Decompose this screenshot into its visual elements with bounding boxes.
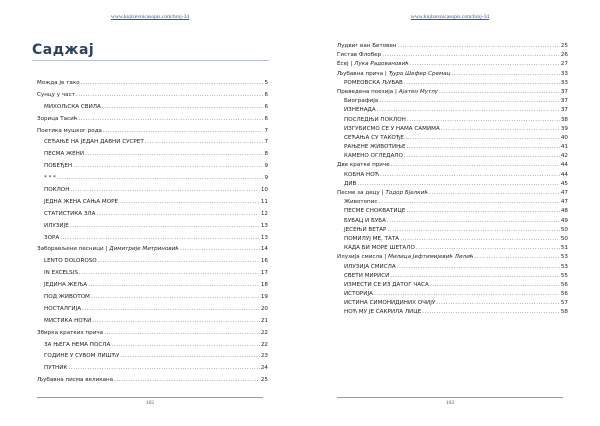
toc-entry-title: БУБАЦ И БУБА [344, 217, 386, 224]
dot-leader [57, 175, 263, 181]
toc-entry-page: 41 [560, 144, 568, 151]
toc-entry-title: ИЗГУБИСМО СЕ У НАМА САМИМА [344, 125, 440, 132]
dot-leader [452, 71, 560, 77]
dot-leader [88, 282, 260, 288]
dot-leader [357, 181, 559, 187]
toc-entry-page: 53 [560, 263, 568, 270]
toc-entry-title: Поетика мушког рода [37, 127, 102, 134]
toc-entry-page: 7 [264, 139, 268, 146]
toc-entry-page: 39 [560, 125, 568, 132]
toc-entry-title: ИЛУЗИЈЕ [44, 222, 69, 229]
dot-leader [400, 236, 560, 242]
toc-entry-title: Збирка кратких прича [37, 329, 104, 336]
toc-entry-title: Есеј | [337, 61, 353, 68]
toc-entry-author: Тодор Бјелкић [385, 190, 428, 196]
title-divider [32, 60, 269, 61]
toc-entry-title: ИЗНЕНАДА [344, 107, 376, 114]
toc-entry-title: СТАТИСТИКА ЗЛА [44, 210, 96, 217]
dot-leader [397, 264, 560, 270]
toc-entry-page: 9 [264, 163, 268, 170]
toc-entry-author: Милица Јефтимијевић Лилић [388, 254, 474, 261]
toc-entry[interactable] [337, 61, 568, 70]
dot-leader [391, 162, 560, 168]
toc-entry[interactable] [337, 190, 568, 199]
toc-entry[interactable] [37, 175, 268, 187]
dot-leader [92, 318, 260, 324]
toc-entry-author: Лука Радовановић [354, 61, 409, 68]
toc-entry[interactable] [37, 223, 268, 235]
toc-entry-title: Љубавна прича | [337, 70, 387, 77]
toc-entry-title: LENTO DOLOROSO [44, 258, 97, 265]
dot-leader [407, 144, 560, 150]
toc-entry-title: СЕЋАЊЕ НА ЈЕДАН ДАВНИ СУСРЕТ [44, 139, 144, 146]
dot-leader [439, 89, 560, 95]
toc-entry-title: РОМЕОВСКА ЉУБАВ [344, 79, 403, 86]
toc-entry-page: 37 [560, 107, 568, 114]
toc-entry[interactable] [37, 104, 268, 116]
toc-entry[interactable] [37, 235, 268, 247]
toc-entry[interactable] [337, 245, 568, 254]
toc-entry[interactable] [337, 98, 568, 107]
toc-entry-title: РАЊЕНЕ ЖИВОТИЊЕ [344, 144, 406, 151]
toc-entry-page: 22 [260, 329, 268, 336]
dot-leader [387, 227, 559, 233]
toc-entry[interactable] [37, 258, 268, 270]
toc-entry-page: 19 [260, 294, 268, 301]
toc-entry[interactable] [337, 208, 568, 217]
toc-entry-page: 14 [260, 246, 268, 253]
toc-entry-author: Димитрије Митриновић [109, 246, 179, 253]
toc-entry-page: 6 [264, 91, 268, 98]
toc-entry-page: 9 [264, 175, 268, 182]
dot-leader [70, 187, 259, 193]
header-link[interactable]: www.knjizevnicasopis.com/broj-34 [110, 14, 190, 20]
toc-entry[interactable] [337, 181, 568, 190]
toc-entry-title: Животопис [344, 199, 378, 206]
dot-leader [422, 309, 560, 315]
footer-divider [37, 397, 263, 398]
dot-leader [404, 80, 560, 86]
toc-entry-page: 25 [260, 377, 268, 384]
toc-entry-title: ИСТОРИЈА [344, 291, 373, 298]
toc-entry-page: 10 [260, 187, 268, 194]
toc-entry[interactable] [337, 80, 568, 89]
toc-entry-title: IN EXCELSIS [44, 270, 78, 277]
toc-entry[interactable] [37, 151, 268, 163]
right-page [300, 0, 600, 426]
toc-entry-title: Песме за децу | [337, 190, 384, 196]
dot-leader [78, 116, 263, 122]
dot-leader [180, 246, 260, 252]
footer-divider [337, 397, 563, 398]
toc-entry-page: 7 [264, 127, 268, 134]
toc-entry-title: ПУТНИК [44, 365, 68, 372]
toc-entry-page: 13 [260, 222, 268, 229]
dot-leader [76, 92, 264, 98]
toc-entry-title: ЈЕДНА ЖЕНА САЊА МОРЕ [44, 198, 119, 205]
toc-entry-page: 48 [560, 208, 568, 215]
toc-entry-page: 25 [560, 43, 568, 49]
toc-entry-page: 6 [264, 115, 268, 122]
toc-entry-page: 42 [560, 153, 568, 160]
dot-leader [68, 365, 259, 371]
dot-leader [377, 107, 560, 113]
toc-entry[interactable] [337, 172, 568, 181]
dot-leader [120, 353, 259, 359]
dot-leader [380, 172, 560, 178]
toc-entry-title: Можда је тако [37, 80, 80, 86]
toc-entry-page: 6 [264, 103, 268, 110]
toc-entry[interactable] [337, 107, 568, 116]
toc-entry-page: 33 [560, 70, 568, 77]
dot-leader [114, 377, 260, 383]
toc-entry-page: 17 [260, 270, 268, 277]
toc-entry[interactable] [37, 116, 268, 128]
toc-entry[interactable] [337, 153, 568, 162]
toc-entry[interactable] [37, 187, 268, 199]
toc-entry-page: 47 [560, 190, 568, 196]
toc-entry[interactable] [337, 227, 568, 236]
dot-leader [410, 61, 560, 67]
dot-leader [119, 199, 260, 205]
toc-entry-title: Зорица Тасић [37, 115, 78, 122]
toc-entry[interactable] [337, 162, 568, 171]
toc-entry-page: 44 [560, 162, 568, 169]
toc-entry-title: Лудвиг ван Бетовен [337, 43, 397, 49]
page-number: 103 [445, 400, 455, 406]
toc-entry-title: КАМЕНО ОГЛЕДАЛО [344, 153, 403, 160]
toc-entry[interactable] [337, 282, 568, 291]
toc-entry-page: 18 [260, 282, 268, 289]
toc-entry[interactable] [37, 306, 268, 318]
toc-entry-page: 8 [264, 151, 268, 158]
toc-entry-title: НОЋ МУ ЈЕ САКРИЛА ЛИЦЕ [344, 309, 422, 316]
toc-entry[interactable] [37, 270, 268, 282]
toc-entry[interactable] [337, 273, 568, 282]
toc-entry-page: 11 [260, 198, 268, 205]
dot-leader [91, 294, 260, 300]
toc-entry-title: СВЕТИ МИРИСИ [344, 272, 390, 279]
dot-leader [406, 208, 559, 214]
toc-entry[interactable] [37, 128, 268, 140]
dot-leader [98, 258, 260, 264]
page-number: 102 [145, 400, 155, 406]
toc-entry-title: ЗОРА [44, 234, 60, 241]
toc-entry[interactable] [337, 236, 568, 245]
toc-entry-page: 50 [560, 226, 568, 233]
toc-entry-title: Биографија [344, 98, 379, 105]
toc-entry-title: Две кратке приче [337, 162, 390, 169]
dot-leader [103, 128, 263, 134]
toc-entry-title: ИЗМЕСТИ СЕ ИЗ ДАТОГ ЧАСА [344, 281, 429, 288]
toc-entry[interactable] [337, 218, 568, 227]
toc-entry[interactable] [337, 89, 568, 98]
toc-entry-page: 12 [260, 210, 268, 217]
toc-entry[interactable] [37, 199, 268, 211]
toc-entry-page: 37 [560, 88, 568, 95]
page-title: Саджај [32, 42, 95, 58]
toc-entry[interactable] [337, 199, 568, 208]
toc-entry-title: ЈЕДИНА ЖЕЉА [44, 282, 88, 289]
toc-entry-page: 33 [560, 79, 568, 86]
toc-entry[interactable] [37, 163, 268, 175]
dot-leader [60, 235, 260, 241]
toc-entry-title: СЕЋАЊА СУ ТАКОЂЕ... [344, 134, 410, 141]
toc-entry-title: ПОД ЖИВОТОМ [44, 294, 90, 301]
toc-entry-author: Ђуро Шефер Сремац [388, 70, 451, 77]
toc-entry-page: 47 [560, 199, 568, 206]
toc-entry-page: 56 [560, 281, 568, 288]
toc-entry[interactable] [337, 291, 568, 300]
toc-entry-page: 37 [560, 98, 568, 105]
dot-leader [70, 223, 260, 229]
dot-leader [407, 117, 560, 123]
toc-entry[interactable] [37, 92, 268, 104]
toc-entry-title: ЗА ЊЕГА НЕМА ПОСЛА [44, 341, 111, 348]
dot-leader [429, 190, 560, 196]
dot-leader [374, 291, 560, 297]
toc-entry[interactable] [337, 43, 568, 52]
toc-entry[interactable] [37, 318, 268, 330]
toc-entry[interactable] [337, 254, 568, 263]
toc-entry-page: 20 [260, 305, 268, 312]
dot-leader [398, 43, 560, 49]
dot-leader [382, 52, 560, 58]
toc-entry-page: 45 [560, 180, 568, 187]
toc-entry[interactable] [37, 294, 268, 306]
dot-leader [430, 282, 560, 288]
toc-entry[interactable] [337, 126, 568, 135]
dot-leader [436, 300, 560, 306]
dot-leader [102, 104, 264, 110]
toc-entry-page: 50 [560, 235, 568, 242]
toc-entry-title: * * * [44, 175, 56, 182]
toc-entry-title: МИСТИКА НОЋИ [44, 317, 92, 324]
dot-leader [404, 153, 560, 159]
dot-leader [85, 151, 263, 157]
toc-entry-page: 26 [560, 52, 568, 59]
toc-entry-title: КАДА БИ МОРЕ ШЕТАЛО [344, 245, 415, 252]
toc-entry-page: 5 [264, 80, 268, 86]
toc-entry-page: 53 [560, 254, 568, 261]
toc-entry[interactable] [337, 300, 568, 309]
toc-entry-page: 23 [260, 353, 268, 360]
dot-leader [441, 126, 560, 132]
toc-entry[interactable] [337, 117, 568, 126]
toc-entry[interactable] [37, 377, 268, 389]
dot-leader [387, 218, 560, 224]
toc-entry-page: 44 [560, 171, 568, 178]
toc-entry-author: Ајатен Мутлу [398, 88, 439, 95]
toc-entry-title: Заборављени песници | [37, 246, 108, 253]
dot-leader [104, 330, 260, 336]
toc-entry-title: ПОМИЛУЈ МЕ, ТАТА [344, 235, 400, 242]
toc-entry-page: 57 [560, 300, 568, 307]
toc-entry-page: 56 [560, 291, 568, 298]
toc-entry[interactable] [37, 330, 268, 342]
dot-leader [379, 98, 560, 104]
dot-leader [378, 199, 559, 205]
toc-entry[interactable] [337, 264, 568, 273]
toc-entry-title: МИХОЉСКА СВИЛА [44, 103, 101, 110]
toc-entry-title: ДИВ [344, 180, 357, 187]
dot-leader [390, 273, 560, 279]
toc-entry-page: 21 [260, 317, 268, 324]
dot-leader [81, 80, 264, 86]
toc-entry-page: 51 [560, 245, 568, 252]
table-of-contents [337, 43, 568, 319]
toc-entry-title: ИСТИНА СИМОНИДИНИХ ОЧИЈУ [344, 300, 436, 307]
toc-entry[interactable] [37, 246, 268, 258]
toc-entry[interactable] [337, 309, 568, 318]
toc-entry-title: ПЕСМЕ СНОКВАТИЦЕ [344, 208, 406, 215]
toc-entry-title: ГОДИНЕ У СУВОМ ЛИШЋУ [44, 353, 120, 360]
dot-leader [416, 245, 560, 251]
toc-entry-title: Преведена поезија | [337, 88, 397, 95]
dot-leader [79, 270, 260, 276]
toc-entry[interactable] [337, 135, 568, 144]
toc-entry-page: 49 [560, 217, 568, 224]
toc-entry[interactable] [37, 282, 268, 294]
toc-entry-title: ЈЕСЕЊИ ВЕТАР [344, 226, 387, 233]
toc-entry-title: ИЛУЗИЈА СМИСЛА [344, 263, 396, 270]
dot-leader [96, 211, 259, 217]
toc-entry[interactable] [37, 80, 268, 92]
toc-entry-title: Гистав Флобер [337, 52, 382, 59]
table-of-contents [37, 80, 268, 389]
toc-entry-page: 27 [560, 61, 568, 68]
toc-entry-title: КОБНА НОЋ [344, 171, 380, 178]
toc-entry-page: 58 [560, 309, 568, 316]
toc-entry[interactable] [37, 342, 268, 354]
toc-entry-title: ПОСЛЕДЊИ ПОКЛОН [344, 116, 406, 123]
toc-entry-title: ПОБЕЂЕН [44, 163, 73, 170]
dot-leader [82, 306, 260, 312]
toc-entry[interactable] [337, 144, 568, 153]
toc-entry-page: 16 [260, 258, 268, 265]
toc-entry[interactable] [37, 365, 268, 377]
toc-entry-page: 55 [560, 272, 568, 279]
toc-entry-title: Љубавна писма великана [37, 377, 114, 384]
dot-leader [410, 135, 560, 141]
toc-entry-title: ПЕСМА ЖЕНИ [44, 151, 85, 158]
toc-entry-title: ПОКЛОН [44, 187, 70, 194]
toc-entry[interactable] [337, 52, 568, 61]
toc-entry-title: Илузија смисла | [337, 254, 387, 261]
toc-entry-page: 13 [260, 234, 268, 241]
dot-leader [145, 139, 264, 145]
dot-leader [474, 254, 559, 260]
toc-entry[interactable] [37, 211, 268, 223]
header-link[interactable]: www.knjizevnicasopis.com/broj-34 [410, 14, 490, 20]
toc-entry-title: НОСТАЛГИЈА [44, 305, 82, 312]
toc-entry-page: 40 [560, 134, 568, 141]
toc-entry-page: 24 [260, 365, 268, 372]
dot-leader [111, 342, 260, 348]
toc-entry[interactable] [37, 139, 268, 151]
toc-entry-title: Сунцу у част [37, 91, 75, 98]
toc-entry[interactable] [37, 353, 268, 365]
toc-entry[interactable] [337, 71, 568, 80]
toc-entry-page: 22 [260, 341, 268, 348]
dot-leader [73, 163, 263, 169]
toc-entry-page: 38 [560, 116, 568, 123]
